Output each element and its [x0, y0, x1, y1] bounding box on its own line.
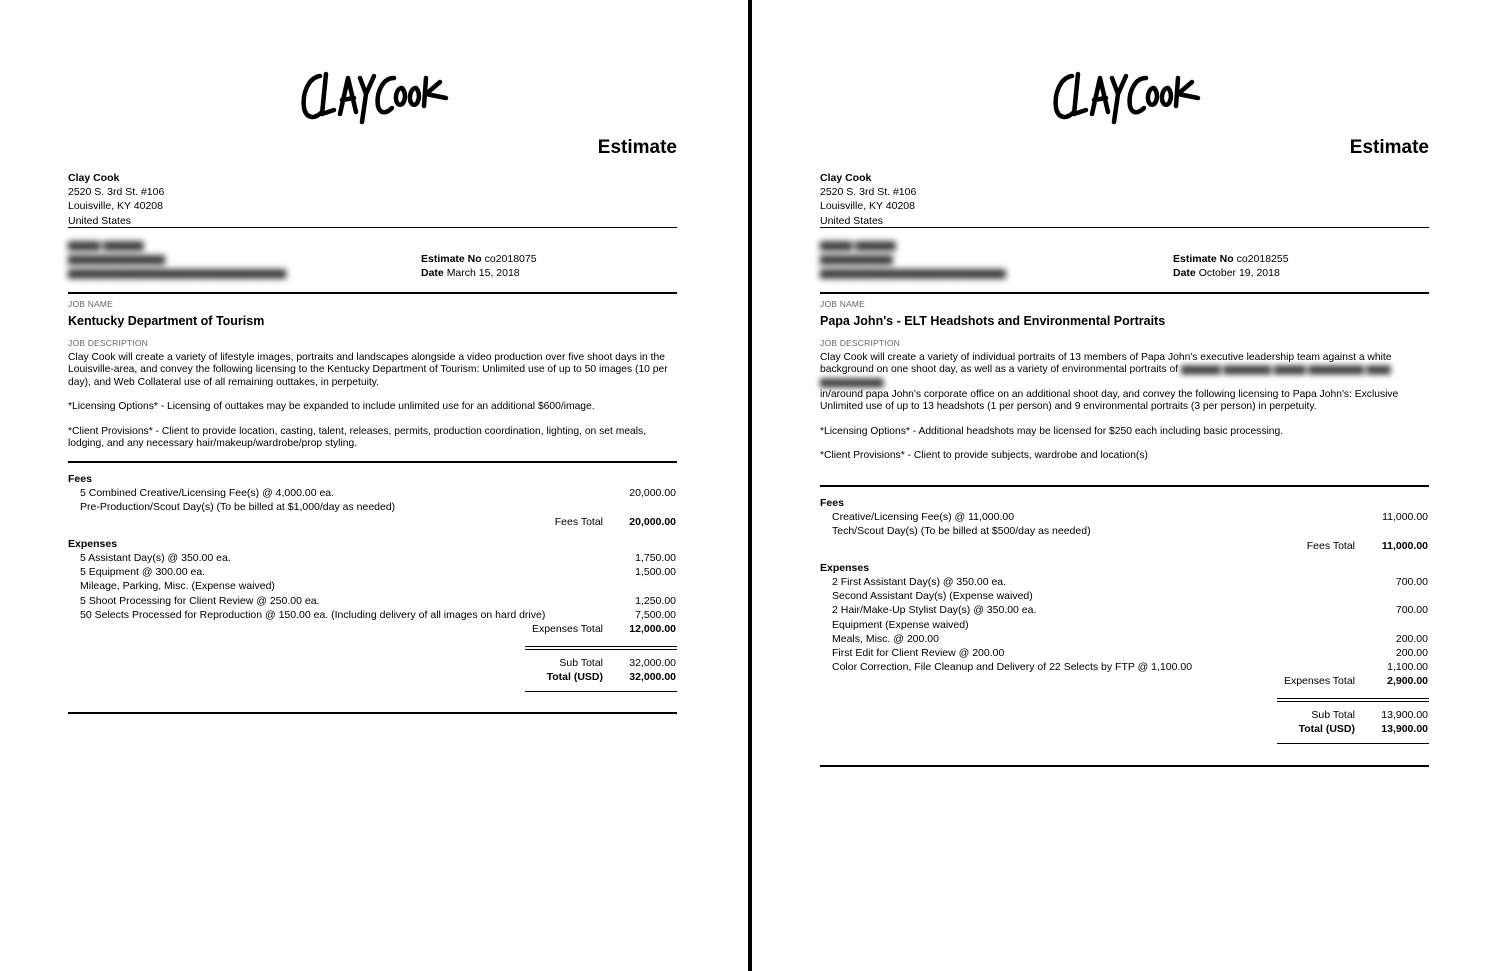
line-item-desc: 5 Equipment @ 300.00 ea.: [80, 566, 206, 579]
line-item-desc: Color Correction, File Cleanup and Delivery of 22 Selects by FTP @ 1,100.00: [832, 661, 1193, 674]
sender-country: United States: [820, 214, 884, 227]
line-item: [68, 608, 677, 622]
fees-total-label: Fees Total: [1306, 539, 1355, 552]
job-name: Papa John's - ELT Headshots and Environmental Portraits: [820, 314, 1166, 328]
line-item: [68, 579, 677, 593]
line-item: [820, 632, 1429, 646]
job-description: [820, 352, 1430, 463]
sender-address: [820, 171, 916, 228]
line-item-desc: 2 First Assistant Day(s) @ 350.00 ea.: [832, 575, 1007, 588]
subtotal-label: Sub Total: [559, 657, 603, 669]
date-label: Date: [421, 267, 444, 280]
line-item-amount: 20,000.00: [629, 487, 676, 500]
line-item-desc: Equipment (Expense waived): [832, 618, 969, 631]
subtotal-row: [525, 656, 677, 670]
line-item-amount: 1,500.00: [635, 566, 676, 579]
grand-total-label: Total (USD): [1298, 723, 1355, 736]
divider: [68, 227, 677, 228]
job-name-label: JOB NAME: [68, 299, 114, 309]
job-name-label: JOB NAME: [820, 299, 866, 309]
estimate-page-right: [752, 0, 1500, 971]
line-item-desc: 5 Assistant Day(s) @ 350.00 ea.: [80, 551, 231, 564]
job-description-paragraph: Clay Cook will create a variety of individual portraits of 13 members of Papa John's executive leadership team against a white background on one shoot day, as well as a variety of environmental portraits of: [820, 352, 1392, 376]
estimate-no-label: Estimate No: [421, 253, 482, 265]
line-item: [68, 500, 677, 514]
job-description-paragraph: *Client Provisions* - Client to provide location, casting, talent, releases, permits, production coordination, lighting, on set meals, lodging, and any necessary hair/makeup/wardrobe/prop styling.: [68, 425, 647, 450]
expenses-heading: Expenses: [68, 537, 118, 550]
expenses-total-row: [820, 674, 1429, 688]
job-name: Kentucky Department of Tourism: [68, 314, 265, 328]
fees-total-value: 11,000.00: [1381, 539, 1428, 552]
line-item-desc: 5 Shoot Processing for Client Review @ 250.00 ea.: [80, 594, 320, 607]
estimate-no: co2018075: [484, 253, 537, 265]
expenses-heading: Expenses: [820, 561, 870, 574]
estimate-meta: [1173, 252, 1289, 280]
job-description-label: JOB DESCRIPTION: [68, 338, 148, 348]
divider: [820, 292, 1429, 294]
fees-total-row: [820, 539, 1429, 553]
line-item: [68, 551, 677, 565]
job-description-label: JOB DESCRIPTION: [820, 338, 900, 348]
divider: [68, 292, 677, 294]
job-description-paragraph: in/around papa John's corporate office on an additional shoot day, and convey the following licensing to Papa John's: Exclusive Unlimited use of up to 13 headshots (1 per person) and 9 environmental portraits (3 per person) in perpetuity.: [820, 388, 1399, 413]
date-label: Date: [1173, 267, 1196, 280]
line-item: [820, 589, 1429, 603]
estimate-no: co2018255: [1236, 253, 1289, 265]
estimate-no-label: Estimate No: [1173, 253, 1234, 265]
line-item: [820, 646, 1429, 660]
grand-total-value: 13,900.00: [1381, 723, 1428, 736]
line-item: [820, 618, 1429, 632]
sender-name: Clay Cook: [68, 172, 120, 184]
sender-address-line1: 2520 S. 3rd St. #106: [820, 186, 917, 199]
line-item: [820, 510, 1429, 524]
line-item: [820, 524, 1429, 538]
divider: [68, 461, 677, 463]
line-item-amount: 7,500.00: [635, 608, 676, 621]
line-item-amount: 1,250.00: [635, 594, 676, 607]
sender-name: Clay Cook: [820, 172, 872, 184]
expenses-total-value: 12,000.00: [629, 622, 676, 635]
fees-total-value: 20,000.00: [629, 515, 676, 528]
cost-breakdown: [820, 496, 1429, 688]
sender-country: United States: [68, 214, 132, 227]
line-item-desc: First Edit for Client Review @ 200.00: [832, 646, 1005, 659]
expenses-total-value: 2,900.00: [1387, 675, 1428, 688]
fees-total-label: Fees Total: [554, 515, 603, 528]
job-description-paragraph: Clay Cook will create a variety of lifestyle images, portraits and landscapes alongside a video production over five shoot days in the Louisville-area, and convey the following licensing to the Kentucky Department of Tourism: Unlimited use of up to 50 images (10 per day), and Web Collateral use of all remaining outtakes, in perpetuity.: [68, 352, 668, 388]
line-item-desc: Pre-Production/Scout Day(s) (To be billed at $1,000/day as needed): [80, 501, 396, 514]
sender-address-line2: Louisville, KY 40208: [68, 200, 163, 213]
job-description-paragraph: *Client Provisions* - Client to provide subjects, wardrobe and location(s): [820, 450, 1148, 462]
grand-total-value: 32,000.00: [629, 671, 676, 684]
sender-address: [68, 171, 164, 228]
line-item-desc: Mileage, Parking, Misc. (Expense waived): [80, 580, 275, 593]
line-item-amount: 200.00: [1395, 646, 1428, 659]
line-item-desc: Creative/Licensing Fee(s) @ 11,000.00: [832, 511, 1015, 524]
job-description: [68, 352, 678, 450]
line-item-amount: 11,000.00: [1382, 511, 1428, 524]
line-item: [820, 575, 1429, 589]
estimate-date: March 15, 2018: [446, 267, 520, 280]
line-item-desc: Tech/Scout Day(s) (To be billed at $500/day as needed): [832, 525, 1091, 538]
fees-heading: Fees: [820, 497, 844, 509]
line-item-amount: 700.00: [1395, 604, 1428, 617]
line-item-amount: 200.00: [1395, 632, 1428, 645]
grand-total-row: [1277, 722, 1429, 736]
sender-address-line2: Louisville, KY 40208: [820, 200, 915, 213]
line-item-amount: 1,750.00: [635, 551, 676, 564]
document-title: Estimate: [1349, 137, 1429, 158]
job-description-paragraph: *Licensing Options* - Additional headshots may be licensed for $250 each including basic processing.: [820, 425, 1284, 437]
line-item: [820, 660, 1429, 674]
client-address-redacted: ▆▆▆▆ ▆▆▆▆▆ ▆▆▆▆▆▆▆▆▆▆▆▆ ▆▆▆▆▆▆▆▆▆▆▆▆▆▆▆▆▆▆▆▆▆▆▆▆▆▆▆: [68, 239, 287, 279]
subtotal-label: Sub Total: [1311, 709, 1355, 721]
subtotal-row: [1277, 708, 1429, 722]
cost-breakdown: [68, 472, 677, 636]
divider: [820, 227, 1429, 228]
line-item: [820, 603, 1429, 617]
fees-total-row: [68, 515, 677, 529]
divider: [820, 485, 1429, 487]
subtotal-value: 13,900.00: [1381, 709, 1428, 721]
line-item-desc: 2 Hair/Make-Up Stylist Day(s) @ 350.00 ea.: [832, 604, 1037, 617]
line-item-amount: 700.00: [1395, 575, 1428, 588]
fees-heading: Fees: [68, 473, 92, 485]
clay-cook-logo: [300, 64, 450, 130]
divider: [68, 712, 677, 714]
document-title: Estimate: [597, 137, 677, 158]
line-item: [68, 594, 677, 608]
redacted-text: ▆▆▆▆▆ ▆▆▆▆▆▆ ▆▆▆▆ ▆▆▆▆▆▆▆ ▆▆▆ ▆▆▆▆▆▆▆▆: [820, 364, 1391, 388]
totals-summary: [525, 646, 677, 694]
expenses-total-row: [68, 622, 677, 636]
line-item: [68, 486, 677, 500]
subtotal-value: 32,000.00: [629, 657, 676, 669]
sender-address-line1: 2520 S. 3rd St. #106: [68, 186, 165, 199]
line-item-desc: 50 Selects Processed for Reproduction @ 150.00 ea. (Including delivery of all images on hard drive): [80, 608, 546, 621]
line-item: [68, 565, 677, 579]
divider: [820, 765, 1429, 767]
estimate-page-left: [0, 0, 748, 971]
line-item-amount: 1,100.00: [1387, 661, 1428, 674]
grand-total-row: [525, 670, 677, 684]
job-description-paragraph: *Licensing Options* - Licensing of outtakes may be expanded to include unlimited use for an additional $600/image.: [68, 401, 595, 413]
estimate-meta: [421, 252, 537, 280]
estimate-date: October 19, 2018: [1198, 267, 1280, 280]
totals-summary: [1277, 698, 1429, 746]
expenses-total-label: Expenses Total: [531, 622, 603, 635]
clay-cook-logo: [1052, 64, 1202, 130]
line-item-desc: Meals, Misc. @ 200.00: [832, 632, 939, 645]
expenses-total-label: Expenses Total: [1283, 675, 1355, 688]
grand-total-label: Total (USD): [546, 671, 603, 684]
client-address-redacted: ▆▆▆▆ ▆▆▆▆▆ ▆▆▆▆▆▆▆▆▆ ▆▆▆▆▆▆▆▆▆▆▆▆▆▆▆▆▆▆▆▆▆▆▆: [820, 239, 1006, 279]
line-item-desc: Second Assistant Day(s) (Expense waived): [832, 590, 1033, 603]
line-item-desc: 5 Combined Creative/Licensing Fee(s) @ 4,000.00 ea.: [80, 487, 335, 500]
